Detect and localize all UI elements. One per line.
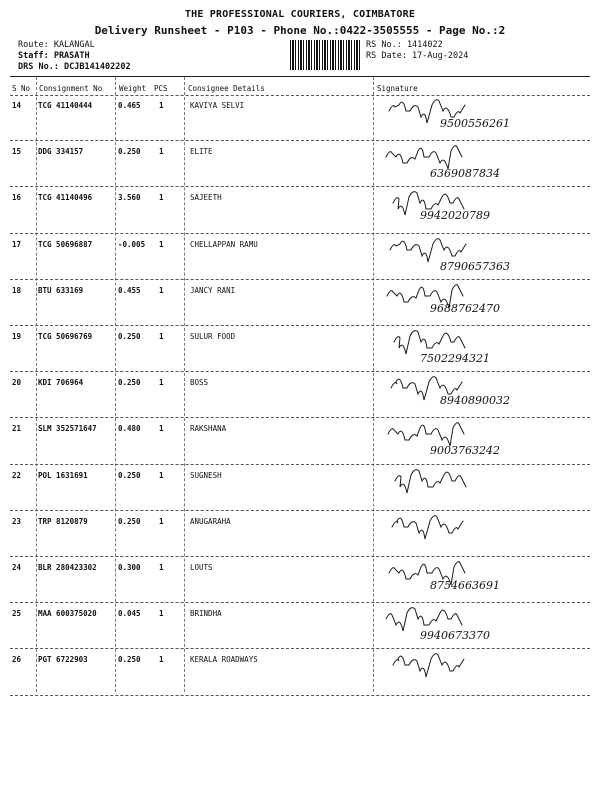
column-divider [115, 77, 116, 692]
cell-pcs: 1 [159, 332, 164, 341]
cell-sno: 22 [12, 470, 22, 480]
cell-weight: 3.560 [118, 193, 141, 203]
cell-weight: 0.465 [118, 101, 141, 110]
cell-weight: 0.250 [118, 378, 141, 388]
cell-sno: 24 [12, 563, 22, 572]
cell-pcs: 1 [159, 655, 164, 665]
signature-phone-number: 9942020789 [420, 209, 490, 223]
company-title: THE PROFESSIONAL COURIERS, COIMBATORE [184, 9, 416, 20]
cell-sno: 20 [12, 378, 22, 388]
cell-pcs: 1 [159, 609, 164, 619]
cell-consignment: POL 1631691 [38, 470, 88, 480]
cell-consignee: ELITE [190, 147, 213, 157]
cell-pcs: 1 [159, 101, 164, 110]
col-header-sno: S No [12, 84, 31, 93]
handwritten-signature [378, 143, 588, 187]
cell-weight: 0.250 [118, 655, 141, 665]
cell-weight: 0.480 [118, 424, 141, 434]
cell-pcs: 1 [159, 378, 164, 388]
cell-pcs: 1 [159, 285, 164, 295]
cell-consignee: SULUR FOOD [190, 332, 236, 341]
cell-consignment: DDG 334157 [38, 147, 84, 157]
cell-consignee: BRINDHA [190, 609, 222, 619]
cell-weight: -0.005 [118, 239, 146, 249]
cell-consignee: KERALA ROADWAYS [190, 655, 258, 665]
signature-phone-number: 6369087834 [430, 167, 500, 181]
barcode-image [290, 40, 360, 70]
handwritten-signature [378, 651, 588, 695]
cell-sno: 23 [12, 516, 22, 526]
signature-phone-number: 8940890032 [440, 394, 510, 408]
cell-sno: 19 [12, 332, 22, 341]
cell-pcs: 1 [159, 424, 164, 434]
header-top-rule [10, 76, 590, 77]
cell-weight: 0.250 [118, 332, 141, 341]
column-divider [36, 77, 37, 692]
column-divider [373, 77, 374, 692]
cell-pcs: 1 [159, 516, 164, 526]
cell-weight: 0.250 [118, 470, 141, 480]
cell-sno: 26 [12, 655, 22, 665]
cell-weight: 0.045 [118, 609, 141, 619]
cell-weight: 0.300 [118, 563, 141, 572]
signature-phone-number: 8790657363 [440, 259, 510, 273]
cell-pcs: 1 [159, 470, 164, 480]
drs-number: DRS No.: DCJB141402202 [18, 62, 131, 72]
cell-consignee: RAKSHANA [190, 424, 227, 434]
cell-pcs: 1 [159, 563, 164, 572]
cell-consignment: SLM 352571647 [38, 424, 97, 434]
column-divider [184, 77, 185, 692]
cell-consignee: SAJEETH [190, 193, 222, 203]
handwritten-signature [378, 467, 588, 511]
col-header-consignment: Consignment No [39, 84, 103, 93]
signature-phone-number: 8754663691 [430, 579, 500, 592]
cell-sno: 17 [12, 239, 22, 249]
cell-consignment: TCG 41140496 [38, 193, 93, 203]
cell-sno: 25 [12, 609, 22, 619]
cell-sno: 18 [12, 285, 22, 295]
cell-weight: 0.250 [118, 147, 141, 157]
cell-weight: 0.250 [118, 516, 141, 526]
cell-consignment: KDI 706964 [38, 378, 84, 388]
cell-consignment: BLR 280423302 [38, 563, 97, 572]
handwritten-signature [378, 513, 588, 557]
handwritten-signature [378, 605, 588, 649]
cell-consignee: CHELLAPPAN RAMU [190, 239, 258, 249]
cell-weight: 0.455 [118, 285, 141, 295]
header-bottom-rule [10, 95, 590, 96]
cell-pcs: 1 [159, 193, 164, 203]
cell-sno: 21 [12, 424, 22, 434]
cell-pcs: 1 [159, 239, 164, 249]
handwritten-signature [378, 328, 588, 372]
cell-pcs: 1 [159, 147, 164, 157]
cell-consignment: TRP 8120879 [38, 516, 88, 526]
cell-consignee: LOUTS [190, 563, 213, 572]
cell-consignee: ANUGARAHA [190, 516, 231, 526]
cell-sno: 16 [12, 193, 22, 203]
cell-consignee: KAVIYA SELVI [190, 101, 245, 110]
signature-phone-number: 9003763242 [430, 444, 500, 458]
cell-consignment: MAA 600375020 [38, 609, 97, 619]
handwritten-signature [378, 420, 588, 464]
route-label: Route: KALANGAL [18, 40, 95, 50]
staff-label: Staff: PRASATH [18, 51, 90, 61]
cell-consignment: TCG 50696769 [38, 332, 93, 341]
col-header-weight: Weight [119, 84, 147, 93]
cell-consignment: TCG 41140444 [38, 101, 93, 110]
cell-consignment: TCG 50696887 [38, 239, 93, 249]
rs-date: RS Date: 17-Aug-2024 [366, 51, 469, 61]
cell-consignee: JANCY RANI [190, 285, 236, 295]
cell-consignment: BTU 633169 [38, 285, 84, 295]
col-header-consignee: Consignee Details [188, 84, 265, 93]
cell-consignee: BOSS [190, 378, 209, 388]
cell-consignee: SUGNESH [190, 470, 222, 480]
signature-phone-number: 9688762470 [430, 301, 500, 315]
cell-consignment: PGT 6722903 [38, 655, 88, 665]
handwritten-signature [378, 236, 588, 280]
signature-phone-number: 9940673370 [420, 629, 490, 643]
runsheet-subtitle: Delivery Runsheet - P103 - Phone No.:0422-3505555 - Page No.:2 [94, 24, 506, 37]
col-header-signature: Signature [377, 84, 418, 93]
cell-sno: 14 [12, 101, 22, 110]
signature-phone-number: 9500556261 [440, 117, 510, 130]
signature-phone-number: 7502294321 [420, 352, 490, 365]
cell-sno: 15 [12, 147, 22, 157]
col-header-pcs: PCS [154, 84, 168, 93]
rs-number: RS No.: 1414022 [366, 40, 443, 50]
